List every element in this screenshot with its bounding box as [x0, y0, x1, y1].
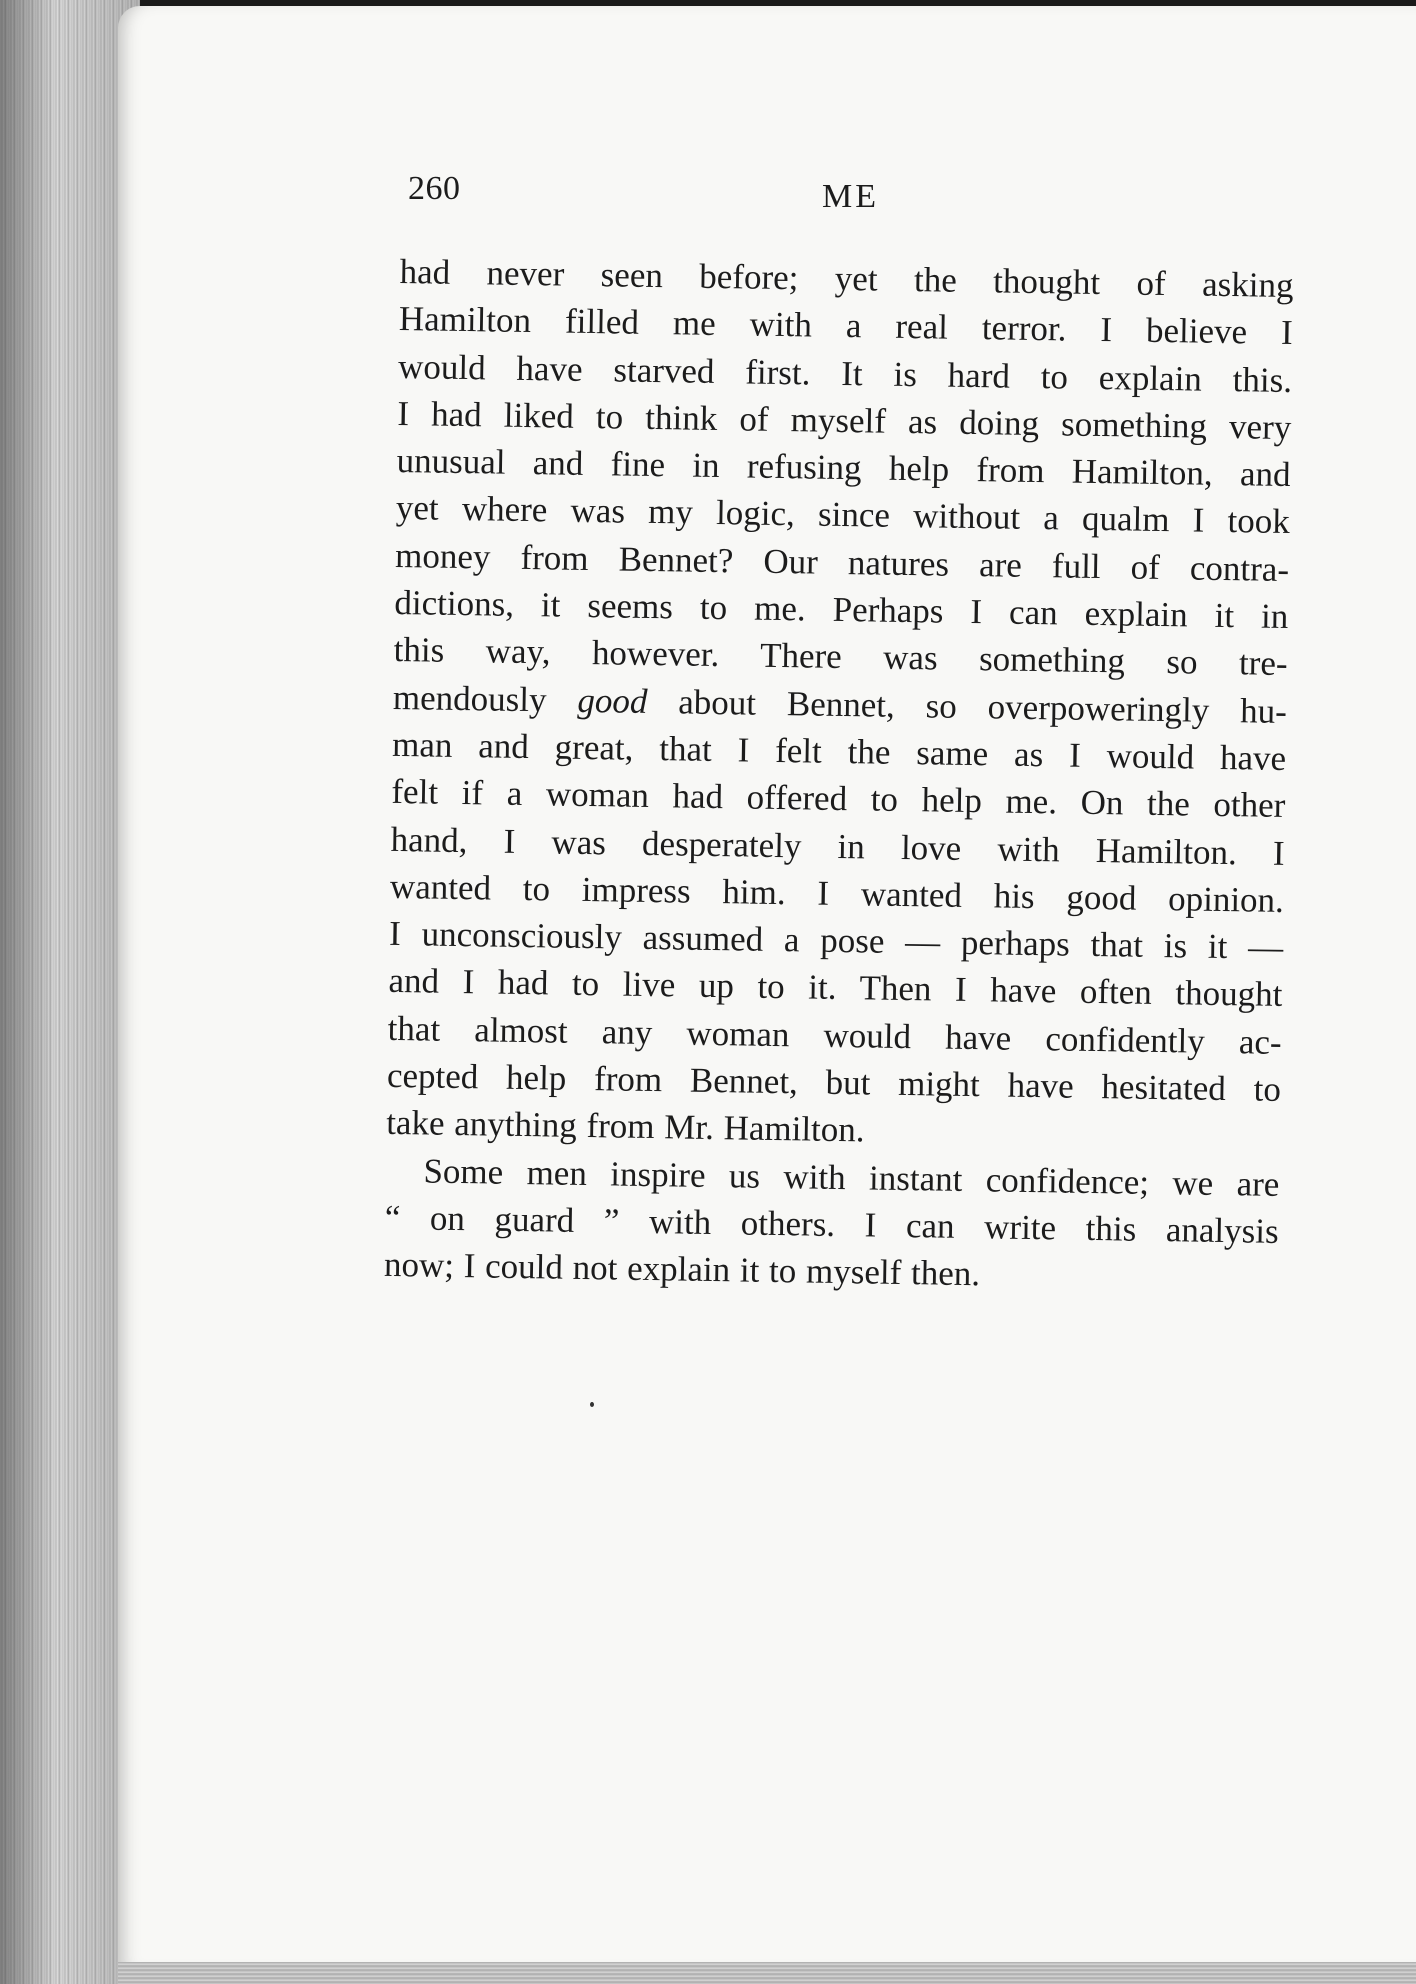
text-line: money from Bennet? Our natures are full of contra-	[394, 535, 1290, 589]
book-bottom-edge	[118, 1962, 1416, 1984]
text-line: yet where was my logic, since without a qualm I took	[395, 488, 1291, 542]
paragraph-1	[386, 248, 1294, 1161]
text-fragment: mendously	[392, 677, 547, 720]
text-line: this way, however. There was something so tre-	[393, 630, 1288, 684]
running-head: ME	[822, 178, 879, 215]
text-line: now; I could not explain it to myself then.	[383, 1245, 981, 1294]
text-line: that almost any woman would have confidently ac-	[387, 1008, 1282, 1062]
text-line: Some men inspire us with instant confidence; we are	[423, 1151, 1280, 1204]
text-line: wanted to impress him. I wanted his good opinion.	[389, 866, 1285, 920]
page-number: 260	[408, 170, 461, 207]
text-line: unusual and fine in refusing help from Hamilton, and	[396, 441, 1291, 495]
text-line: would have starved first. It is hard to explain this.	[397, 346, 1293, 400]
text-fragment: about Bennet, so overpoweringly hu-	[678, 682, 1288, 731]
paragraph-2	[384, 1147, 1280, 1303]
text-line: man and great, that I felt the same as I would have	[391, 724, 1287, 778]
text-line: and I had to live up to it. Then I have often thought	[388, 961, 1283, 1015]
text-line: Hamilton filled me with a real terror. I believe I	[398, 299, 1294, 353]
italic-word: good	[577, 680, 648, 721]
text-line: I had liked to think of myself as doing something very	[397, 393, 1292, 447]
body-text	[384, 248, 1294, 1302]
text-line: cepted help from Bennet, but might have hesitated to	[386, 1055, 1282, 1109]
page-header	[408, 170, 1308, 230]
text-line: had never seen before; yet the thought of asking	[399, 251, 1294, 306]
text-line: take anything from Mr. Hamilton.	[385, 1103, 865, 1150]
ink-speck	[590, 1402, 594, 1407]
text-line: I unconsciously assumed a pose — perhaps that is it —	[388, 914, 1284, 968]
text-line: dictions, it seems to me. Perhaps I can explain it in	[394, 583, 1289, 637]
text-line: felt if a woman had offered to help me. On the other	[391, 772, 1286, 826]
text-line: “ on guard ” with others. I can write this analysis	[384, 1197, 1279, 1251]
text-line: hand, I was desperately in love with Hamilton. I	[390, 819, 1285, 873]
